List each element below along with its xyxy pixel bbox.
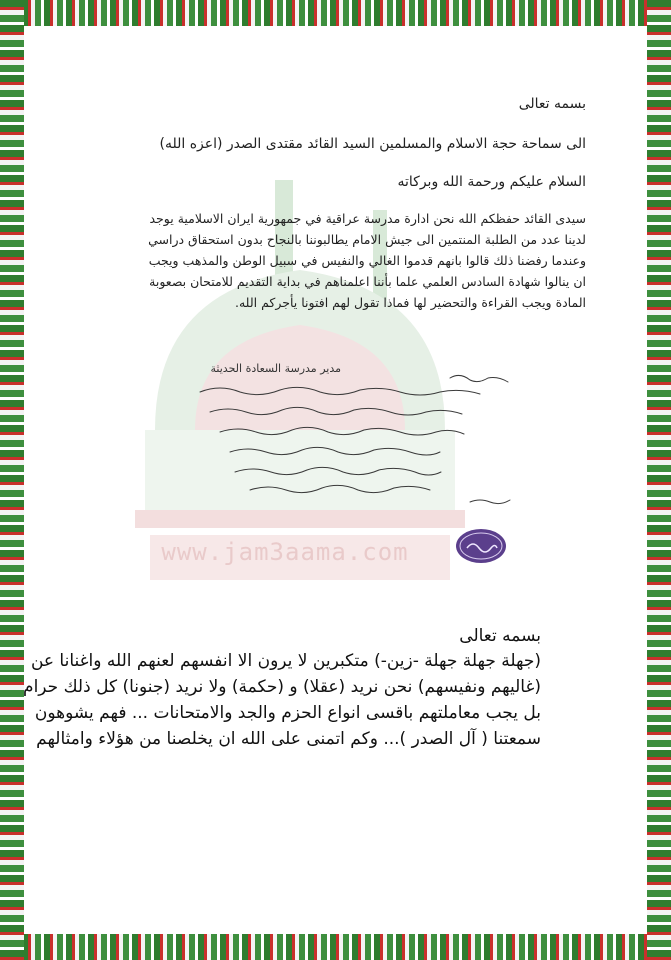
letter-addressee: الى سماحة حجة الاسلام والمسلمين السيد القائد مقتدى الصدر (اعزه الله) bbox=[159, 136, 586, 152]
transcription-basmala: بسمه تعالى bbox=[459, 626, 541, 646]
watermark-url: www.jam3aama.com bbox=[161, 538, 409, 566]
letter-greeting: السلام عليكم ورحمة الله وبركاته bbox=[397, 174, 586, 190]
handwritten-reply-image bbox=[150, 372, 570, 512]
ornamental-border-bottom bbox=[0, 934, 671, 960]
letter-signature: مدير مدرسة السعادة الحديثة bbox=[210, 362, 341, 375]
letter-body: سيدى القائد حفظكم الله نحن ادارة مدرسة عراقية في جمهورية ايران الاسلامية يوجد لدينا عدد من الطلبة المنتمين الى جيش الامام يطالبوننا بالنجاح بدون استحقاق دراسي وعندما رفضنا ذلك قالوا بانهم قدموا الغالي والنفيس في سبيل الوطن والمذهب ويجب ان ينالوا شهادة السادس العلمي علما بأننا اعلمناهم في بداية التقديم للامتحان بصعوبة المادة ويجب القراءة والتحضير لها فماذا تقول لهم افتونا يأجركم الله. bbox=[148, 211, 586, 310]
transcription-body: (جهلة جهلة جهلة -زين-) متكبرين لا يرون الا انفسهم لعنهم الله واغنانا عن (غاليهم ونفيسهم) نحن نريد (عقلا) و (حكمة) ولا نريد (جنونا) كل ذلك حرام بل يجب معاملتهم باقسى انواع الحزم والجد والامتحانات ... فهم يشوهون سمعتنا ( آل الصدر )... وكم اتمنى على الله ان يخلصنا من هؤلاء وامثالهم bbox=[23, 651, 541, 749]
seal-stamp-icon bbox=[455, 528, 507, 564]
ornamental-border-left bbox=[0, 0, 24, 960]
ornamental-border-top bbox=[0, 0, 671, 26]
ornamental-border-right bbox=[647, 0, 671, 960]
letter-basmala: بسمه تعالى bbox=[518, 96, 586, 112]
